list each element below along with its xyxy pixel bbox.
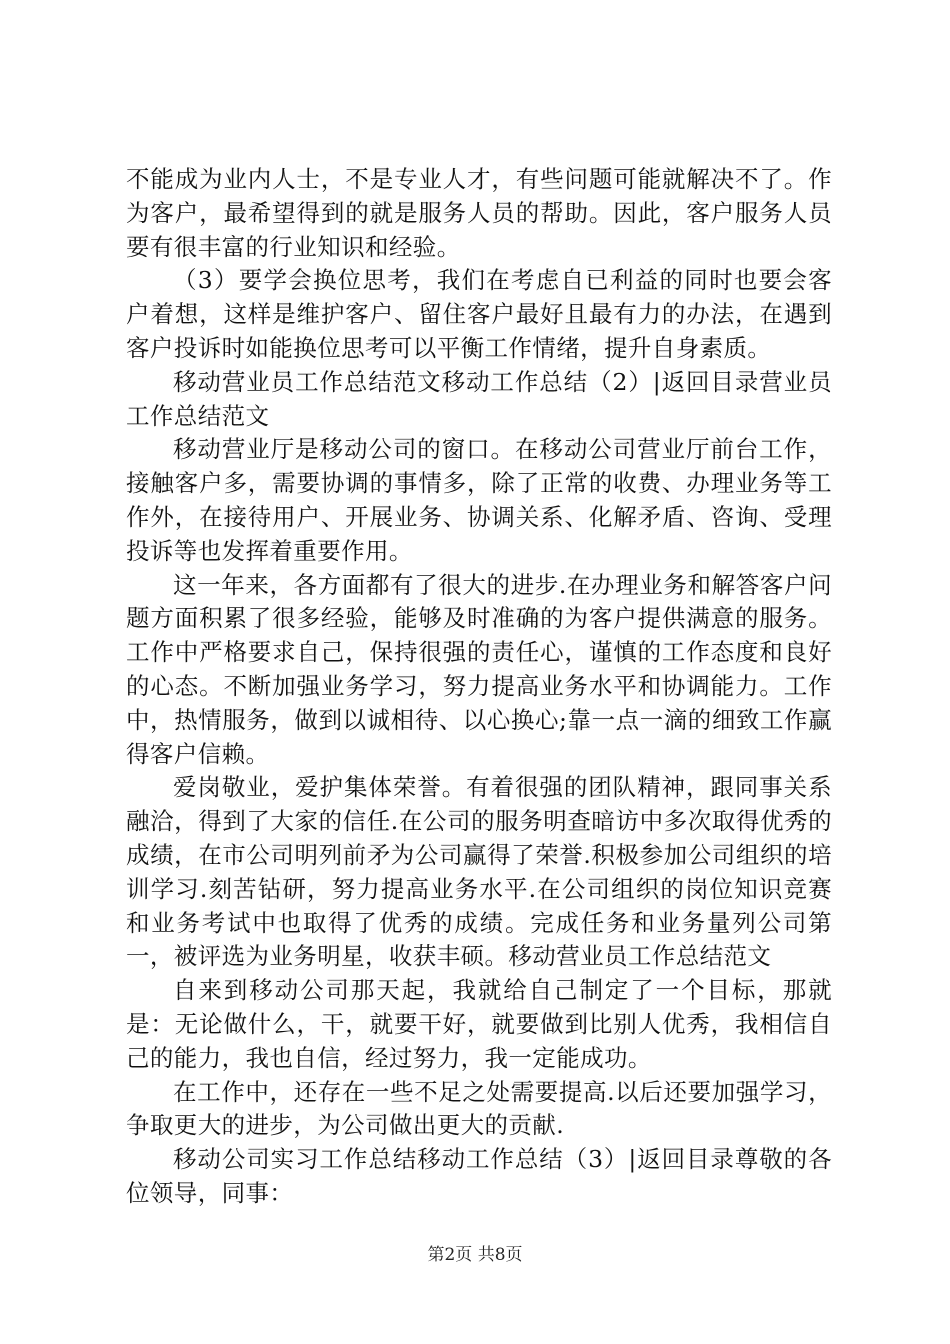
- paragraph-7: 在工作中，还存在一些不足之处需要提高.以后还要加强学习，争取更大的进步，为公司做出更大的贡献.: [126, 1077, 832, 1140]
- paragraph-6: 自来到移动公司那天起，我就给自己制定了一个目标，那就是：无论做什么，干，就要干好，就要做到比别人优秀，我相信自己的能力，我也自信，经过努力，我一定能成功。: [126, 976, 832, 1072]
- paragraph-3: 移动营业厅是移动公司的窗口。在移动公司营业厅前台工作，接触客户多，需要协调的事情多，除了正常的收费、办理业务等工作外，在接待用户、开展业务、协调关系、化解矛盾、咨询、受理投诉等也发挥着重要作用。: [126, 435, 832, 565]
- paragraph-4: 这一年来，各方面都有了很大的进步.在办理业务和解答客户问题方面积累了很多经验，能够及时准确的为客户提供满意的服务。工作中严格要求自己，保持很强的责任心，谨慎的工作态度和良好的心态。不断加强业务学习，努力提高业务水平和协调能力。工作中，热情服务，做到以诚相待、以心换心;靠一点一滴的细致工作赢得客户信赖。: [126, 570, 832, 768]
- page-number-footer: 第2页 共8页: [427, 1245, 523, 1265]
- paragraph-5: 爱岗敬业，爱护集体荣誉。有着很强的团队精神，跟同事关系融洽，得到了大家的信任.在公司的服务明查暗访中多次取得优秀的成绩，在市公司明列前矛为公司赢得了荣誉.积极参加公司组织的培训学习.刻苦钻研，努力提高业务水平.在公司组织的岗位知识竞赛和业务考试中也取得了优秀的成绩。完成任务和业务量列公司第一，被评选为业务明星，收获丰硕。移动营业员工作总结范文: [126, 773, 832, 971]
- paragraph-2: （3）要学会换位思考，我们在考虑自已利益的同时也要会客户着想，这样是维护客户、留住客户最好且最有力的办法，在遇到客户投诉时如能换位思考可以平衡工作情绪，提升自身素质。: [126, 266, 832, 362]
- section-heading-2: 移动营业员工作总结范文移动工作总结（2）|返回目录营业员工作总结范文: [126, 367, 832, 430]
- document-body: [126, 163, 832, 1211]
- paragraph-1: 不能成为业内人士，不是专业人才，有些问题可能就解决不了。作为客户，最希望得到的就是服务人员的帮助。因此，客户服务人员要有很丰富的行业知识和经验。: [126, 165, 832, 261]
- section-heading-3: 移动公司实习工作总结移动工作总结（3）|返回目录尊敬的各位领导，同事：: [126, 1145, 832, 1207]
